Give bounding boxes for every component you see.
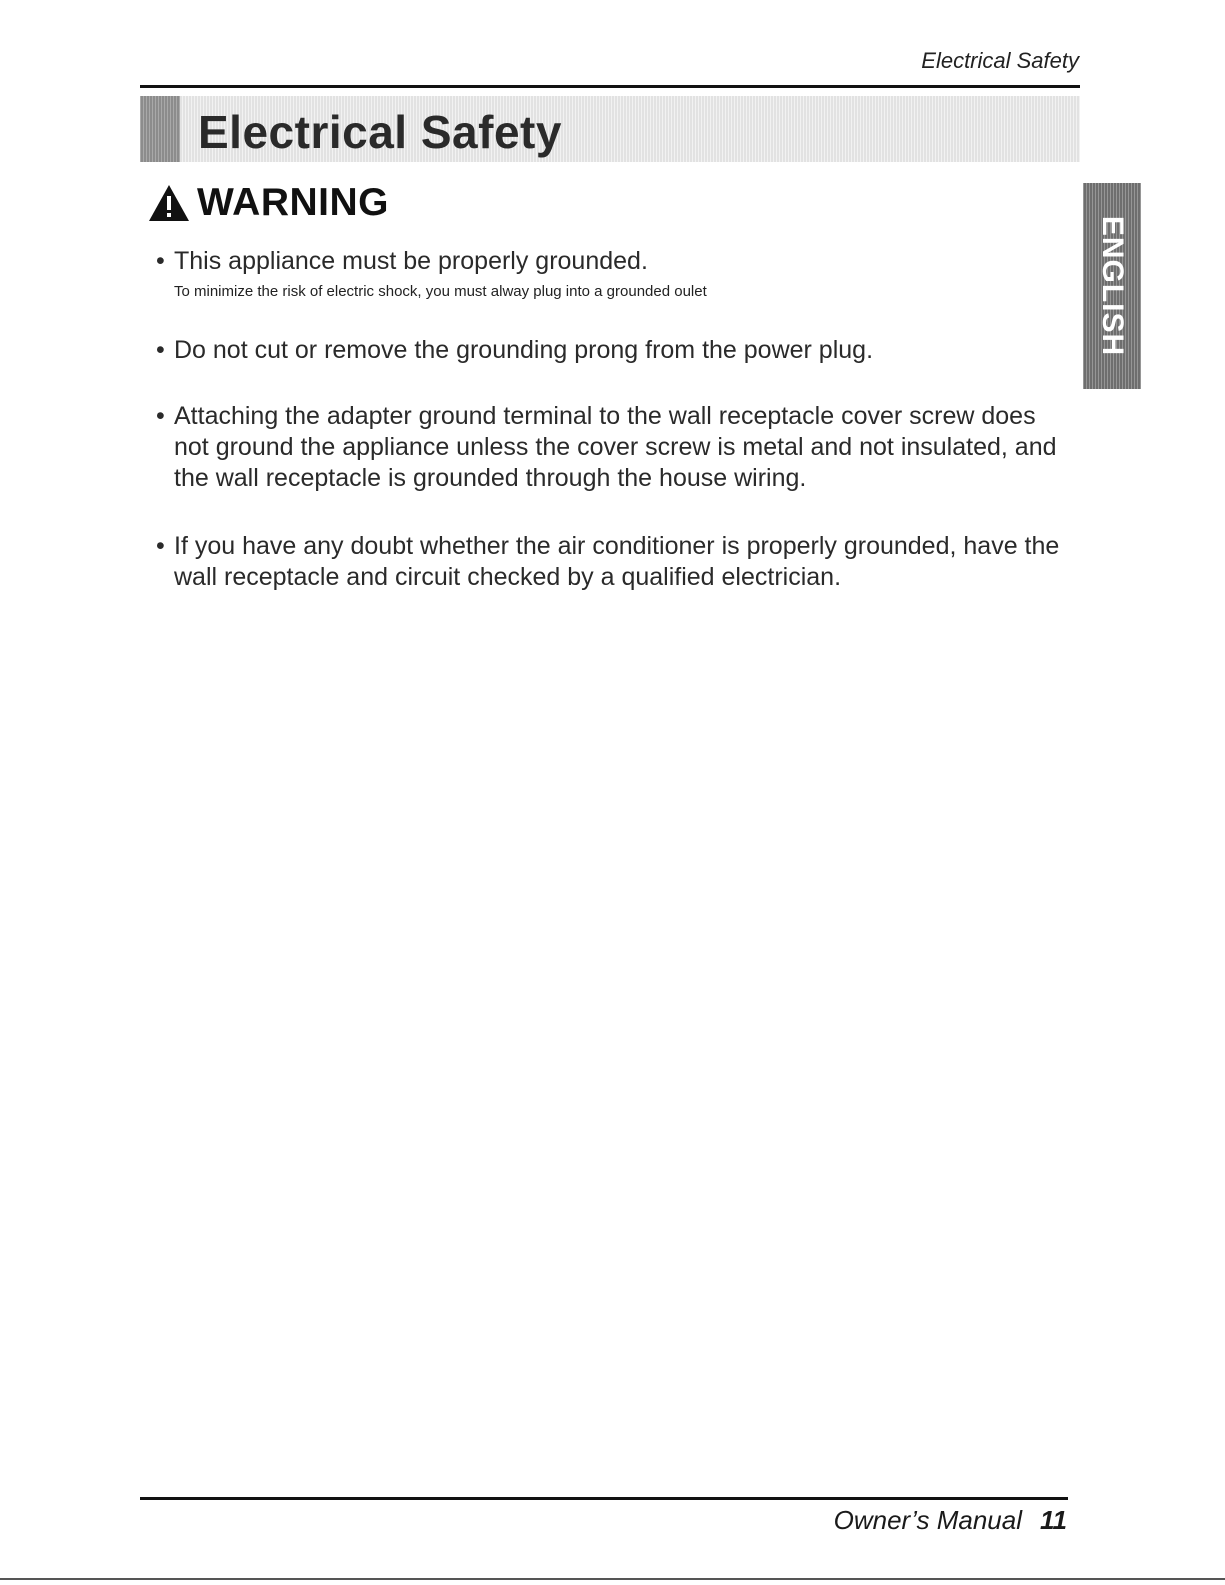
list-item-text: If you have any doubt whether the air conditioner is properly grounded, have the wall receptacle and circuit checked by a qualified electrician. xyxy=(174,532,1060,591)
bullet-dot: • xyxy=(156,402,165,430)
list-item xyxy=(156,335,1076,366)
warning-triangle-icon xyxy=(147,183,191,223)
bullet-dot: • xyxy=(156,532,165,560)
section-title: Electrical Safety xyxy=(198,106,562,158)
list-item-note: To minimize the risk of electric shock, you must alway plug into a grounded oulet xyxy=(174,283,707,300)
bottom-rule xyxy=(140,1497,1068,1500)
page-footer xyxy=(834,1505,1067,1536)
warning-label: WARNING xyxy=(197,181,389,224)
list-item xyxy=(156,246,1076,277)
section-banner-block xyxy=(140,96,180,162)
scan-bottom-edge xyxy=(0,1578,1225,1580)
warning-heading xyxy=(147,178,389,228)
running-head: Electrical Safety xyxy=(921,48,1079,73)
list-item-text: Do not cut or remove the grounding prong from the power plug. xyxy=(174,336,874,364)
page-number: 11 xyxy=(1040,1505,1067,1535)
list-item-text: This appliance must be properly grounded. xyxy=(174,247,648,275)
list-item-text: Attaching the adapter ground terminal to the wall receptacle cover screw does not ground the appliance unless the cover screw is metal and not insulated, and the wall receptacle is grounded through the house wiring. xyxy=(174,402,1057,492)
top-rule xyxy=(140,85,1080,88)
bullet-dot: • xyxy=(156,247,165,275)
bullet-dot: • xyxy=(156,336,165,364)
list-item xyxy=(156,401,1076,494)
language-tab-label: ENGLISH xyxy=(1096,215,1129,357)
list-item xyxy=(156,531,1076,593)
footer-manual-label: Owner’s Manual xyxy=(833,1505,1022,1535)
language-side-tab xyxy=(1083,183,1141,389)
